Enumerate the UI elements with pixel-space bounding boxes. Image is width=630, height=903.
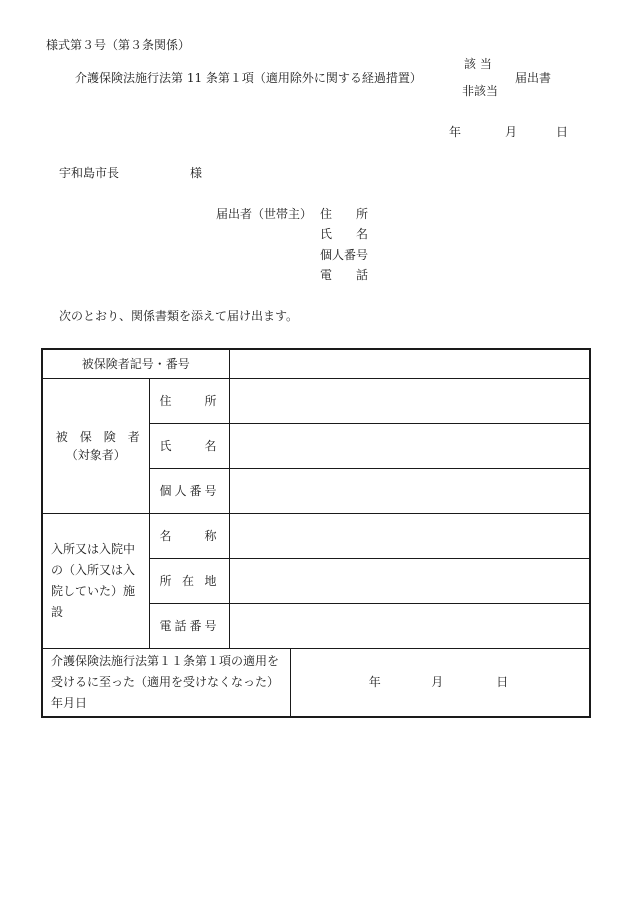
date-month-label: 月 [505, 125, 518, 139]
insured-address-row [42, 378, 590, 423]
addressee-name: 宇和島市長 [59, 166, 120, 180]
facility-name-row [42, 513, 590, 558]
application-date-year: 年 [368, 675, 381, 689]
label-char: 氏 [159, 438, 172, 453]
application-date-label-text: 介護保険法施行法第１１条第１項の適用を受けるに至った（適用を受けなくなった）年月日 [51, 653, 280, 710]
insured-number-label: 被保険者記号・番号 [42, 349, 229, 378]
insured-group-label-main: 被 保 険 者 [55, 429, 140, 444]
application-date-month: 月 [431, 675, 444, 689]
option-not-applicable: 非該当 [462, 84, 499, 98]
label-char: 号 [204, 618, 217, 633]
label-char: 話 [174, 618, 187, 633]
label-char: 電 [159, 618, 172, 633]
insured-group-label-sub: （対象者） [65, 447, 126, 462]
label-char: 個 [159, 483, 172, 498]
label-char: 名 [204, 438, 217, 453]
label-char: 人 [174, 483, 187, 498]
label-char: 在 [182, 573, 195, 588]
facility-location-field[interactable] [229, 558, 590, 603]
intro-text: 次のとおり、関係書類を添えて届け出ます。 [59, 309, 299, 323]
date-year-label: 年 [449, 125, 462, 139]
insured-group-label [42, 378, 149, 513]
notifier-label: 届出者（世帯主） [216, 207, 313, 221]
form-number: 様式第３号（第３条関係） [46, 38, 191, 52]
label-char: 名 [159, 528, 172, 543]
label-char: 番 [189, 483, 202, 498]
notifier-personal-number-label: 個人番号 [320, 248, 369, 262]
insured-personal-number-field[interactable] [229, 468, 590, 513]
form-title-suffix: 届出書 [515, 71, 552, 85]
facility-group-label-text: 入所又は入院中の（入所又は入院していた）施設 [51, 541, 136, 619]
facility-phone-label [149, 603, 229, 648]
label-char: 地 [204, 573, 217, 588]
application-date-day: 日 [496, 675, 509, 689]
insured-address-label [149, 378, 229, 423]
date-day-label: 日 [556, 125, 569, 139]
details-table [41, 348, 591, 718]
facility-name-field[interactable] [229, 513, 590, 558]
insured-name-field[interactable] [229, 423, 590, 468]
application-date-field[interactable] [290, 648, 590, 717]
insured-number-row [42, 349, 590, 378]
label-char: 号 [204, 483, 217, 498]
option-applicable: 該 当 [464, 57, 492, 71]
notifier-name-label: 氏 名 [320, 227, 369, 241]
insured-personal-number-label [149, 468, 229, 513]
application-date-row [42, 648, 590, 717]
notifier-address-label: 住 所 [320, 207, 369, 221]
label-char: 住 [159, 393, 172, 408]
facility-location-label [149, 558, 229, 603]
form-title: 介護保険法施行法第 11 条第１項（適用除外に関する経過措置） [75, 71, 422, 85]
label-char: 所 [204, 393, 217, 408]
facility-group-label [42, 513, 149, 648]
notifier-phone-label: 電 話 [320, 268, 369, 282]
label-char: 番 [189, 618, 202, 633]
insured-address-field[interactable] [229, 378, 590, 423]
addressee-honorific: 様 [190, 166, 203, 180]
insured-name-label [149, 423, 229, 468]
insured-number-field[interactable] [229, 349, 590, 378]
label-char: 所 [159, 573, 172, 588]
label-char: 称 [204, 528, 217, 543]
facility-phone-field[interactable] [229, 603, 590, 648]
facility-name-label [149, 513, 229, 558]
application-date-label [42, 648, 290, 717]
